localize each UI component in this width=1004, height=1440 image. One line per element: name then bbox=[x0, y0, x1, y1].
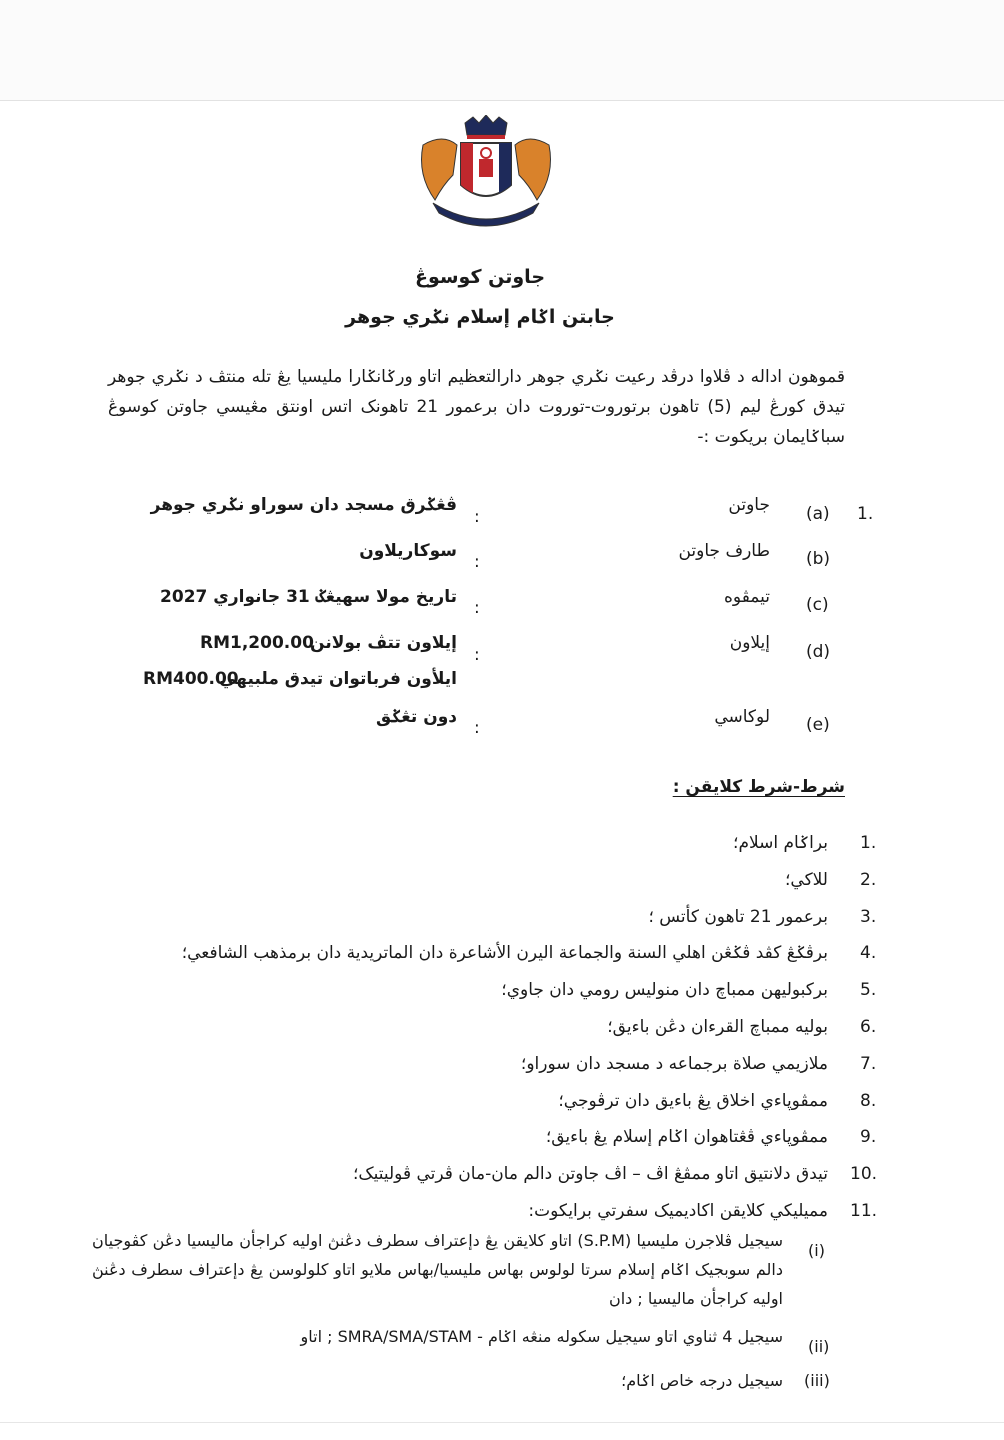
qualification-number: (i) bbox=[808, 1241, 825, 1260]
detail-amount-secondary: RM400.00 bbox=[143, 669, 239, 689]
qualification-number: (ii) bbox=[808, 1337, 830, 1356]
condition-text: ممڤوڽاءي ڤڠتاهوان اݢام إسلام يڠ باءيق؛ bbox=[545, 1127, 828, 1148]
detail-label: جاوتن bbox=[728, 495, 770, 515]
detail-value: تاريخ مولا سهيڠݢ 31 جانواري 2027 bbox=[160, 587, 457, 607]
condition-text: برڤݢڠ کڤد ڤݢڠن اهلي السنة والجماعة اليرن الأشاعرة دان الماتريدية دان برمذهب الشافعي؛ bbox=[181, 943, 828, 964]
condition-text: ملازيمي صلاة برجماعه د مسجد دان سوراو؛ bbox=[520, 1053, 828, 1074]
detail-letter: (a) bbox=[806, 504, 830, 524]
condition-text: برکبوليهن ممباچ دان منوليس رومي دان جاوي؛ bbox=[501, 980, 828, 1001]
detail-colon: : bbox=[474, 645, 480, 665]
condition-text: مميليکي کلايقن اکاديميک سفرتي برايکوت: bbox=[528, 1201, 828, 1221]
detail-colon: : bbox=[474, 718, 480, 738]
conditions-heading bbox=[673, 776, 845, 798]
condition-text: برعمور 21 تاهون کأتس ؛ bbox=[648, 906, 828, 927]
detail-letter: (c) bbox=[806, 595, 829, 615]
qualification-text: سيجيل ڤلاجرن مليسيا (S.P.M) اتاو کلايقن يڠ دإعتراف سطرف دڠنڽ اوليه کراجأن ماليسيا دڠن کڤوجيان دالم سوبجيک اݢام إسلام سرتا لولوس بهاس مليسيا/بهاس ملايو اتاو کلولوسن يڠ دإعتراف سطرف دڠنڽ اوليه کراجأن ماليسيا ; دان bbox=[92, 1231, 784, 1308]
department-name: جابتن اݢام إسلام نݢري جوهر bbox=[345, 306, 615, 328]
condition-number: 9. bbox=[860, 1127, 877, 1148]
qualification-text: سيجيل 4 ثناوي اتاو سيجيل سکوله منڠه اݢام - SMRA/SMA/STAM ; اتاو bbox=[300, 1327, 783, 1346]
condition-text: تيدق دلانتيق اتاو ممڤڠ اڤ – اڤ جاوتن دالم مان-مان ڤرتي ڤوليتيک؛ bbox=[352, 1164, 828, 1185]
scan-top-margin bbox=[0, 0, 1004, 101]
condition-number: 8. bbox=[860, 1090, 877, 1111]
detail-letter: (e) bbox=[806, 715, 830, 735]
detail-label: طارف جاوتن bbox=[678, 541, 770, 561]
detail-label: تيمڤوه bbox=[724, 587, 770, 607]
detail-value: دون تڠݢق bbox=[376, 707, 457, 727]
document-title: جاوتن کوسوڠ bbox=[414, 266, 546, 288]
condition-text: براݢام اسلام؛ bbox=[733, 833, 828, 853]
condition-number: 10. bbox=[850, 1164, 878, 1185]
detail-amount: RM1,200.00 bbox=[200, 633, 314, 653]
detail-colon: : bbox=[474, 598, 480, 618]
section-number: 1. bbox=[857, 504, 874, 524]
detail-colon: : bbox=[474, 552, 480, 572]
detail-value: ڤڠݢرق مسجد دان سوراو نݢري جوهر bbox=[150, 495, 457, 515]
detail-value: سوکاريلاون bbox=[359, 541, 457, 561]
condition-number: 6. bbox=[860, 1017, 877, 1037]
condition-number: 3. bbox=[860, 906, 877, 927]
condition-text: بوليه ممباچ القرءان دڠن باءيق؛ bbox=[607, 1017, 828, 1037]
detail-label: لوکاسي bbox=[714, 707, 770, 727]
condition-number: 2. bbox=[860, 869, 877, 890]
condition-number: 4. bbox=[860, 943, 877, 964]
intro-paragraph: قموهون اداله د ڤلاوا درڤد رعيت نݢري جوهر دارالتعظيم اتاو ورݢانݢارا مليسيا يڠ تله منتڤ د نݢري جوهر تيدق کورڠ ليم (5) تاهون برتوروت-توروت دان برعمور 21 تاهونک اتس اونتق مڠيسي جاوتن کوسوڠ سباݢايمان بريکوت :- bbox=[108, 367, 846, 447]
detail-letter: (d) bbox=[806, 642, 831, 662]
condition-text: للاکي؛ bbox=[785, 869, 828, 890]
conditions-heading-text: شرط-شرط کلايقن : bbox=[672, 777, 845, 797]
scan-bottom-edge bbox=[0, 1422, 1004, 1423]
detail-value-secondary: ايلأون فرباتوان تيدق ملبيهي bbox=[219, 669, 457, 689]
qualification-text: سيجيل درجه خاص اݢام؛ bbox=[621, 1371, 783, 1390]
condition-number: 11. bbox=[850, 1201, 878, 1221]
condition-number: 7. bbox=[860, 1053, 877, 1074]
detail-value: إيلاون تتڤ بولانن bbox=[310, 633, 457, 653]
johor-coat-of-arms-emblem bbox=[413, 115, 559, 227]
detail-label: إيلاون bbox=[729, 633, 770, 653]
detail-letter: (b) bbox=[806, 549, 831, 569]
condition-text: ممڤوڽاءي اخلاق يڠ باءيق دان ترڤوجي؛ bbox=[558, 1090, 828, 1111]
condition-number: 1. bbox=[860, 833, 877, 853]
condition-number: 5. bbox=[860, 980, 877, 1001]
detail-colon: : bbox=[474, 507, 480, 527]
qualification-number: (iii) bbox=[804, 1371, 830, 1390]
